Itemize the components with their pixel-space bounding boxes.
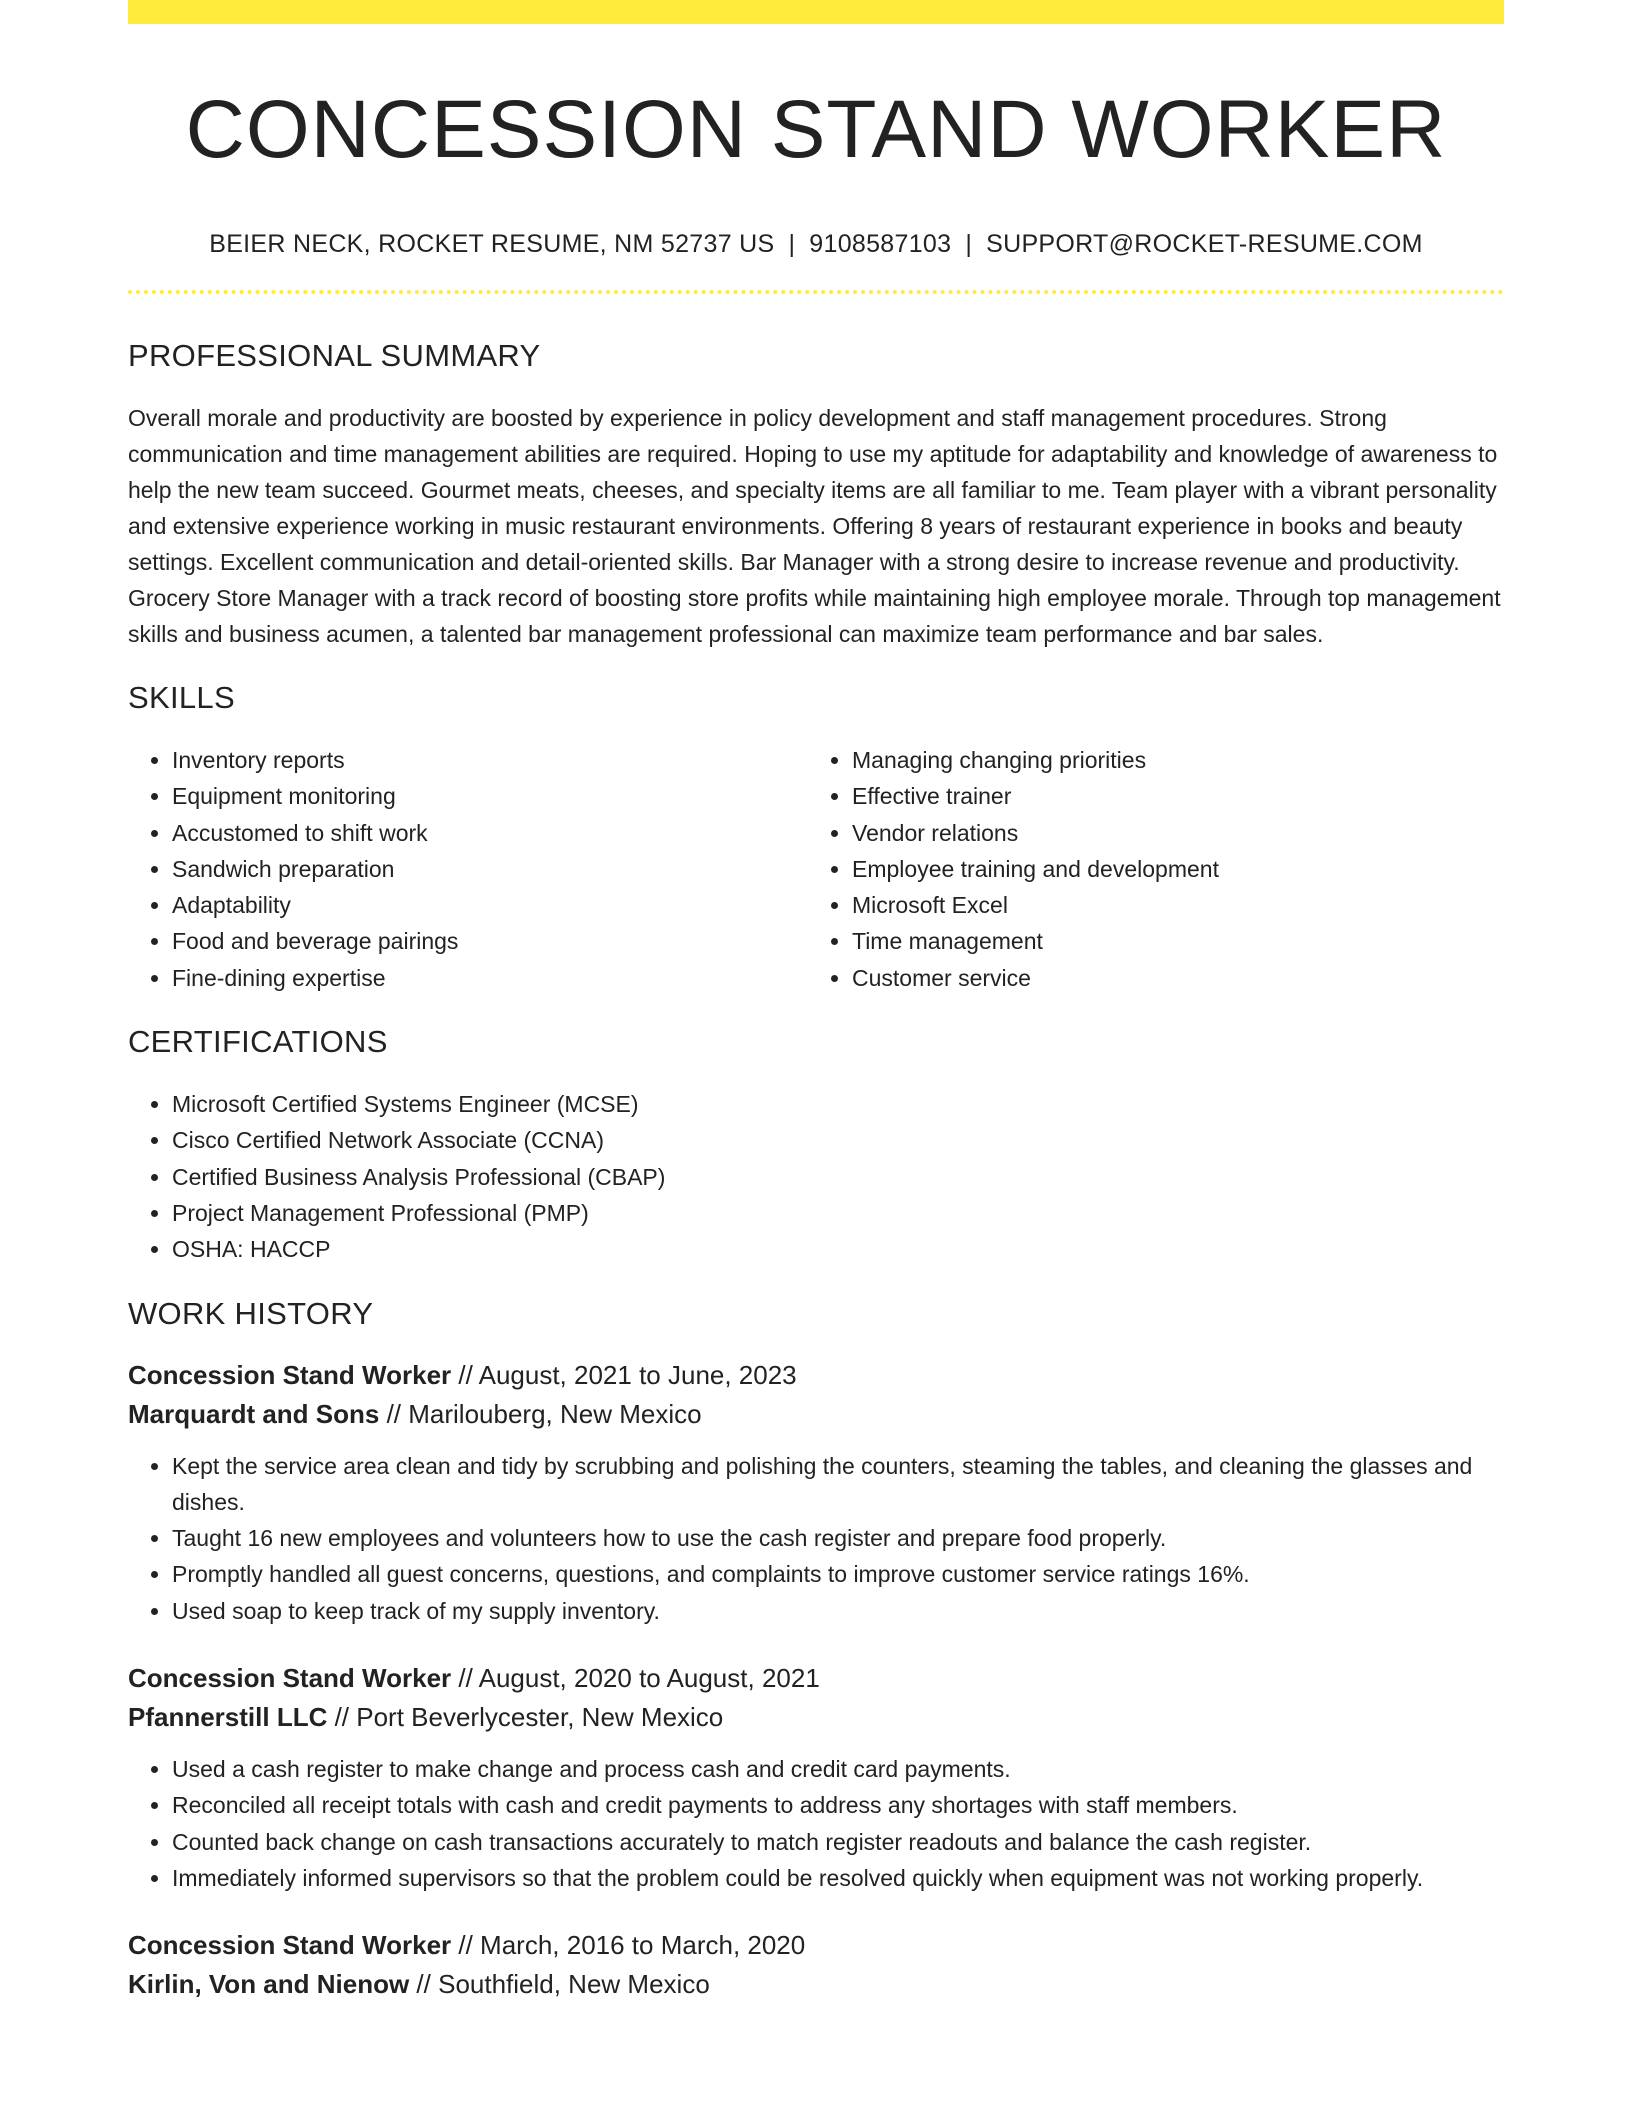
skill-item: • Adaptability (172, 887, 808, 923)
skill-item: • Managing changing priorities (852, 742, 1488, 778)
job-location: // Port Beverlycester, New Mexico (327, 1702, 724, 1733)
job-title: Concession Stand Worker (128, 1663, 452, 1694)
skill-item: • Microsoft Excel (852, 887, 1488, 923)
job-location: // Southfield, New Mexico (409, 1969, 710, 2000)
work-history-heading: WORK HISTORY (128, 1295, 374, 1331)
certifications-heading: CERTIFICATIONS (128, 1024, 388, 1060)
job-company: Pfannerstill LLC (128, 1702, 328, 1733)
job-title-line (128, 1356, 1504, 1395)
contact-separator: | (788, 230, 796, 258)
certification-item: • OSHA: HACCP (172, 1231, 1504, 1267)
job-company-line (128, 1698, 1504, 1737)
candidate-name: CONCESSION STAND WORKER (185, 84, 1447, 175)
job-dates: // August, 2021 to June, 2023 (451, 1359, 797, 1390)
job-title: Concession Stand Worker (128, 1359, 452, 1390)
job-duty-item: • Counted back change on cash transactions accurately to match register readouts and balance the cash register. (172, 1824, 1504, 1860)
resume-content (128, 24, 1504, 2034)
skill-item: • Vendor relations (852, 815, 1488, 851)
skill-item: • Effective trainer (852, 778, 1488, 814)
job-dates: // August, 2020 to August, 2021 (451, 1663, 820, 1694)
job-duty-item: • Used a cash register to make change and process cash and credit card payments. (172, 1751, 1504, 1787)
job-company-line (128, 1395, 1504, 1434)
job-duty-item: • Immediately informed supervisors so that the problem could be resolved quickly when equipment was not working properly. (172, 1860, 1504, 1896)
skill-item: • Customer service (852, 960, 1488, 996)
job-duty-item: • Promptly handled all guest concerns, questions, and complaints to improve customer service ratings 16%. (172, 1556, 1504, 1592)
job-company: Marquardt and Sons (128, 1398, 380, 1429)
contact-separator: | (965, 230, 973, 258)
job-duty-item: • Reconciled all receipt totals with cash and credit payments to address any shortages with staff members. (172, 1787, 1504, 1823)
contact-phone: 9108587103 (809, 230, 952, 258)
skill-item: • Time management (852, 923, 1488, 959)
job-entry (128, 1659, 1504, 1896)
skill-item: • Accustomed to shift work (172, 815, 808, 851)
job-title: Concession Stand Worker (128, 1930, 452, 1961)
skill-item: • Sandwich preparation (172, 851, 808, 887)
skill-item: • Fine-dining expertise (172, 960, 808, 996)
skills-heading: SKILLS (128, 680, 235, 715)
job-duty-item: • Used soap to keep track of my supply inventory. (172, 1593, 1504, 1629)
job-dates: // March, 2016 to March, 2020 (451, 1930, 806, 1961)
job-company-line (128, 1965, 1504, 2004)
job-location: // Marilouberg, New Mexico (379, 1398, 702, 1429)
skill-item: • Equipment monitoring (172, 778, 808, 814)
skill-item: • Food and beverage pairings (172, 923, 808, 959)
work-history-list (128, 1356, 1504, 2005)
dotted-divider (128, 290, 1504, 294)
contact-email[interactable]: SUPPORT@ROCKET-RESUME.COM (986, 230, 1423, 258)
job-duty-item: • Taught 16 new employees and volunteers how to use the cash register and prepare food properly. (172, 1520, 1504, 1556)
job-duties-list (128, 1751, 1504, 1896)
summary-heading: PROFESSIONAL SUMMARY (128, 338, 541, 373)
skill-item: • Inventory reports (172, 742, 808, 778)
contact-address: BEIER NECK, ROCKET RESUME, NM 52737 US (209, 230, 775, 258)
summary-text: Overall morale and productivity are boosted by experience in policy development and staff management procedures. Strong communication and time management abilities are required. Hoping to use my aptitude for adaptability and knowledge of awareness to help the new team succeed. Gourmet meats, cheeses, and specialty items are all familiar to me. Team player with a vibrant personality and extensive experience working in music restaurant environments. Offering 8 years of restaurant experience in books and beauty settings. Excellent communication and detail-oriented skills. Bar Manager with a strong desire to increase revenue and productivity. Grocery Store Manager with a track record of boosting store profits while maintaining high employee morale. Through top management skills and business acumen, a talented bar management professional can maximize team performance and bar sales. (128, 405, 1501, 647)
job-entry (128, 1356, 1504, 1629)
skills-columns (128, 742, 1504, 996)
job-company: Kirlin, Von and Nienow (128, 1969, 410, 2000)
certifications-list (128, 1086, 1504, 1267)
skill-item: • Employee training and development (852, 851, 1488, 887)
certification-item: • Microsoft Certified Systems Engineer (MCSE) (172, 1086, 1504, 1122)
contact-line (128, 228, 1504, 260)
skills-list-right (808, 742, 1488, 996)
certification-item: • Project Management Professional (PMP) (172, 1195, 1504, 1231)
accent-bar (128, 0, 1504, 24)
job-entry (128, 1926, 1504, 2004)
certification-item: • Cisco Certified Network Associate (CCNA) (172, 1122, 1504, 1158)
skills-list-left (128, 742, 808, 996)
job-title-line (128, 1659, 1504, 1698)
job-duties-list (128, 1448, 1504, 1629)
certification-item: • Certified Business Analysis Professional (CBAP) (172, 1159, 1504, 1195)
job-duty-item: • Kept the service area clean and tidy by scrubbing and polishing the counters, steaming the tables, and cleaning the glasses and dishes. (172, 1448, 1504, 1521)
job-title-line (128, 1926, 1504, 1965)
